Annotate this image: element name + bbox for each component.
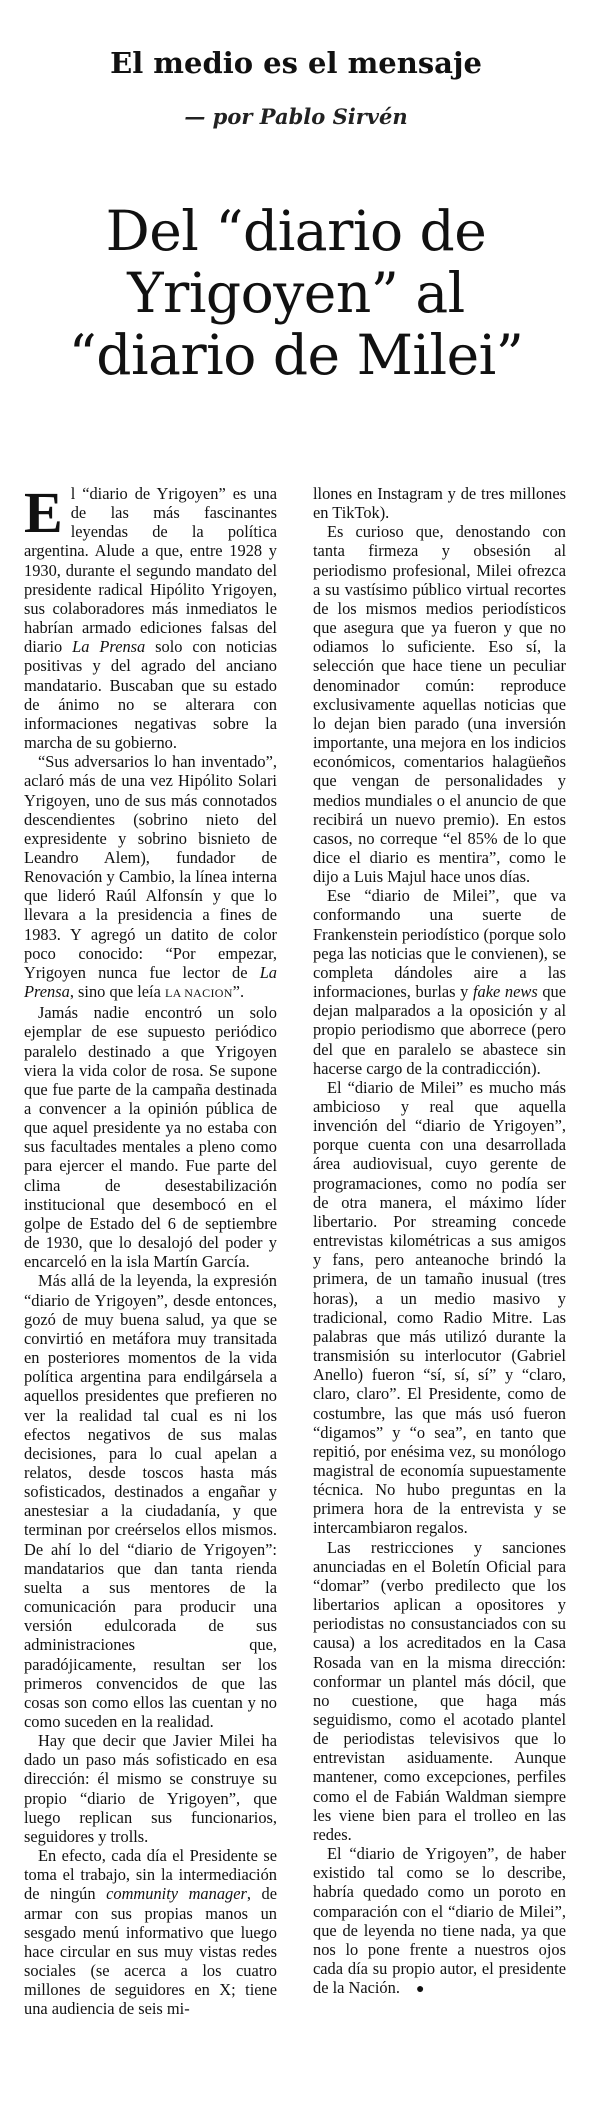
byline: — por Pablo Sirvén bbox=[184, 104, 408, 129]
paragraph bbox=[24, 1846, 277, 2018]
text-run: En efecto, cada día el Presidente se toma el trabajo, sin la intermediación de ningún bbox=[24, 1846, 277, 1904]
article-column-right bbox=[313, 484, 566, 1999]
italic-term: community manager bbox=[106, 1884, 247, 1904]
text-run: que dejan malparados a la oposición y al propio periodismo que aborrece (pero del que en paralelo se abastece sin hacerse cargo de la contradicción). bbox=[313, 982, 567, 1078]
end-mark-icon: ● bbox=[415, 1982, 425, 1998]
headline: Del “diario de Yrigoyen” al “diario de Milei” bbox=[68, 199, 524, 387]
text-run: solo con noticias positivas y del agrado del anciano mandatario. Buscaban que su estado de ánimo no se alterara con informaciones negativas sobre la marcha de su gobierno. bbox=[24, 637, 277, 753]
italic-title: La Prensa bbox=[24, 962, 277, 1002]
paragraph: Hay que decir que Javier Milei ha dado un paso más sofisticado en esa dirección: él mismo se construye su propio “diario de Yrigoyen”, que luego replican sus funcionarios, seguidores y trolls. bbox=[24, 1731, 277, 1846]
section-title: El medio es el mensaje bbox=[110, 46, 482, 80]
text-run: l “diario de Yrigoyen” es una de las más fascinantes leyendas de la política argentina. Alude a que, entre 1928 y 1930, durante el segundo mandato del presidente radical Hipólito Yrigoyen, sus colaboradores más inmediatos le habrían armado ediciones falsas del diario bbox=[24, 484, 277, 657]
paragraph: El “diario de Milei” es mucho más ambicioso y real que aquella invención del “diario de Yrigoyen”, porque cuenta con una desarrollada área audiovisual, cuyo gerente de programaciones, como no podía ser de otra manera, el máximo líder libertario. Por streaming concede entrevistas kilométricas a sus amigos y fans, pero anteanoche brindó la primera, de un tamaño inusual (tres horas), a un medio masivo y tradicional, como Radio Mitre. Las palabras que más utilizó durante la transmisión su interlocutor (Gabriel Anello) fueron “sí, sí, sí” y “claro, claro, claro”. El Presidente, como de costumbre, las que más usó fueron “digamos” y “o sea”, en tanto que repitió, por enésima vez, su monólogo magistral de economía supuestamente técnica. No hubo preguntas en la primera hora de la entrevista y se intercambiaron regalos. bbox=[313, 1077, 566, 1538]
text-run: El “diario de Yrigoyen”, de haber existido tal como se lo describe, habría quedado como un poroto en comparación con el “diario de Milei”, que de leyenda no tiene nada, ya que nos lo pone frente a nuestros ojos cada día su propio autor, el presidente de la Nación. bbox=[313, 1844, 566, 1998]
paragraph: Jamás nadie encontró un solo ejemplar de ese supuesto periódico paralelo destinado a que Yrigoyen viera la vida color de rosa. Se supone que fue parte de la campaña destinada a convencer a la opinión pública de que aquel presidente ya no estaba con sus facultades mentales a pleno como para ejercer el mando. Fue parte del clima de desestabilización institucional que desembocó en el golpe de Estado del 6 de septiembre de 1930, que lo desalojó del poder y encarceló en la isla Martín García. bbox=[24, 1003, 277, 1272]
drop-cap: E bbox=[24, 480, 63, 545]
italic-title: La Prensa bbox=[72, 637, 146, 657]
text-run: “Sus adversarios lo han inventado”, aclaró más de una vez Hipólito Solari Yrigoyen, uno de sus más connotados descendientes (sobrino nieto del expresidente y sobrino bisnieto de Leandro Alem), fundador de Renovación y Cambio, la línea interna que lideró Raúl Alfonsín y que lo llevara a la presidencia a fines de 1983. Y agregó un datito de color poco conocido: “Por empezar, Yrigoyen nunca fue lector de bbox=[24, 752, 277, 982]
paragraph: llones en Instagram y de tres millones en TikTok). bbox=[313, 484, 566, 523]
paragraph: Más allá de la leyenda, la expresión “diario de Yrigoyen”, desde entonces, gozó de muy buena salud, ya que se convirtió en metáfora muy transitada en posteriores momentos de la vida política argentina para endilgársela a aquellos presidentes que prefieren no ver la realidad tal cual es ni los efectos negativos de sus malas decisiones, para lo cual apelan a relatos, desde toscos hasta más sofisticados, destinados a engañar y anestesiar a la ciudadanía, y que terminan por creérselos ellos mismos. De ahí lo del “diario de Yrigoyen”: mandatarios que dan tanta rienda suelta a sus mentores de la comunicación para producir una versión edulcorada de sus administraciones que, paradójicamente, resultan ser los primeros convencidos de que las cosas son como ellos las cuentan y no como suceden en la realidad. bbox=[24, 1271, 277, 1731]
text-run: ”. bbox=[232, 982, 245, 1002]
article-column-left bbox=[24, 480, 277, 2019]
paragraph bbox=[24, 480, 277, 753]
small-caps-name: LA NACION bbox=[164, 986, 233, 1001]
text-run: , de armar con sus propias manos un sesgado menú informativo que luego hace circular en sus muy vistas redes sociales (se acerca a los cuatro millones de seguidores en X; tiene una audiencia de seis mi- bbox=[24, 1884, 277, 2019]
italic-term: fake news bbox=[473, 982, 538, 1002]
paragraph: Es curioso que, denostando con tanta firmeza y obsesión al periodismo profesional, Milei ofrezca a su vastísimo público virtual recortes de los mismos medios periodísticos que asegura que ya fueron y que no odiamos lo suficiente. Eso sí, la selección que hace tiene un peculiar denominador común: reproduce exclusivamente aquellas noticias que lo dejan bien parado (una inversión importante, una mejora en los indicios económicos, comentarios halagüeños que vengan de personalidades y medios mundiales o el anuncio de que recibirá un nuevo premio). En estos casos, no correque “el 85% de lo que dice el diario es mentira”, como le dijo a Luis Majul hace unos días. bbox=[313, 522, 566, 887]
paragraph bbox=[24, 752, 277, 1003]
text-run: , sino que leía bbox=[69, 982, 165, 1002]
paragraph bbox=[313, 886, 566, 1078]
paragraph bbox=[313, 1844, 566, 1999]
text-run: Ese “diario de Milei”, que va conformando una suerte de Frankenstein periodístico (porque solo pega las noticias que le convienen), se completa dándoles aire a las informaciones, burlas y bbox=[313, 886, 566, 1002]
paragraph: Las restricciones y sanciones anunciadas en el Boletín Oficial para “domar” (verbo predilecto que los libertarios aplican a opositores y periodistas no consustanciados con su causa) a los acreditados en la Casa Rosada van en la misma dirección: conformar un plantel más dócil, que no cuestione, que haga más seguidismo, como el acotado plantel de periodistas televisivos que lo entrevistan asiduamente. Aunque mantener, como excepciones, perfiles como el de Fabián Waldman siempre les viene bien para el trolleo en las redes. bbox=[313, 1537, 566, 1844]
